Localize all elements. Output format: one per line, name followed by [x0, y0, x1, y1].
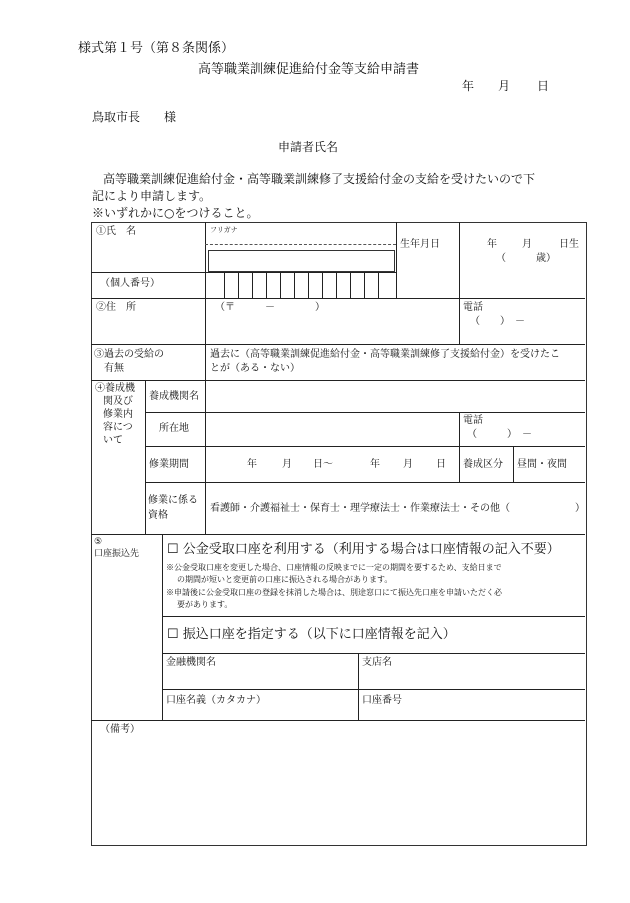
designated-account-option[interactable]: ☐ 振込口座を指定する（以下に口座情報を記入）	[167, 627, 456, 642]
qualification-options[interactable]: 看護師・介護福祉士・保育士・理学療法士・作業療法士・その他（	[210, 503, 510, 514]
birth-year-label: 年	[487, 239, 497, 250]
divider	[459, 298, 460, 344]
divider	[162, 616, 585, 617]
branch-name-input[interactable]	[361, 670, 582, 687]
period-label: 修業期間	[149, 459, 189, 470]
category-options[interactable]: 昼間・夜間	[517, 459, 567, 470]
period-start-year: 年	[247, 459, 257, 470]
period-end-year: 年	[370, 459, 380, 470]
bank-section-number: ⑤	[94, 537, 103, 547]
postal-code-label: （〒 － ）	[215, 302, 325, 313]
bank-name-label: 金融機関名	[166, 657, 216, 668]
divider	[205, 222, 206, 298]
divider	[91, 534, 585, 535]
institution-phone-label: 電話	[463, 415, 483, 426]
past-receipt-label-line2: 有無	[104, 363, 124, 374]
furigana-label: フリガナ	[210, 226, 238, 234]
divider	[145, 412, 585, 413]
phone-format: （ ） －	[470, 316, 525, 327]
individual-number-label: （個人番号）	[100, 278, 160, 289]
address-input[interactable]	[208, 316, 456, 342]
divider	[459, 412, 460, 482]
divider	[358, 653, 359, 720]
bank-name-input[interactable]	[165, 670, 355, 687]
period-end-day: 日	[436, 459, 446, 470]
public-account-option[interactable]: ☐ 公金受取口座を利用する（利用する場合は口座情報の記入不要）	[167, 542, 560, 557]
divider	[145, 482, 585, 483]
public-account-note1-line2: の期間が短いと変更前の口座に振込される場合があります。	[177, 575, 393, 584]
remarks-input[interactable]	[93, 740, 583, 842]
individual-number-input[interactable]	[210, 273, 394, 297]
divider	[205, 298, 206, 344]
divider	[162, 653, 585, 654]
divider	[513, 446, 514, 482]
form-number: 様式第１号（第８条関係）	[78, 41, 235, 56]
training-label-line2: 関及び	[103, 396, 133, 407]
qualification-close: ）	[575, 503, 585, 514]
intro-text-line1: 高等職業訓練促進給付金・高等職業訓練修了支援給付金の支給を受けたいので下	[103, 172, 536, 186]
account-number-label: 口座番号	[362, 695, 402, 706]
divider	[145, 380, 146, 534]
past-receipt-label-line1: ③過去の受給の	[94, 349, 164, 360]
public-account-note2-line2: 要があります。	[177, 600, 233, 609]
remarks-label: （備考）	[100, 724, 140, 735]
qualification-label-line1: 修業に係る	[148, 495, 198, 506]
name-label: ①氏 名	[96, 226, 136, 237]
date-year-label: 年	[462, 79, 475, 93]
divider	[145, 446, 585, 447]
public-account-note1-line1: ※公金受取口座を変更した場合、口座情報の反映までに一定の期間を要するため、支給日まで	[166, 563, 502, 572]
divider	[205, 380, 206, 534]
institution-name-input[interactable]	[208, 383, 582, 410]
birth-month-label: 月	[522, 239, 532, 250]
qualification-label-line2: 資格	[148, 510, 168, 521]
period-start-day: 日～	[313, 459, 333, 470]
public-account-note2-line1: ※申請後に公金受取口座の登録を抹消した場合は、別途窓口にて振込先口座を申請いただく必	[166, 588, 502, 597]
divider	[396, 222, 397, 298]
training-label-line1: ④養成機	[95, 383, 135, 394]
birth-day-label: 日生	[559, 239, 579, 250]
past-receipt-question-line2[interactable]: とが（ある・ない）	[210, 363, 300, 374]
bank-section-label: 口座振込先	[94, 549, 140, 559]
institution-phone-format: （ ） －	[467, 429, 532, 440]
divider	[162, 534, 163, 720]
date-day-label: 日	[537, 79, 550, 93]
category-label: 養成区分	[463, 459, 503, 470]
divider	[91, 720, 585, 721]
location-input[interactable]	[208, 415, 456, 444]
form-title: 高等職業訓練促進給付金等支給申請書	[198, 62, 420, 77]
divider	[91, 344, 585, 345]
divider	[459, 222, 460, 298]
training-label-line5: いて	[103, 435, 123, 446]
training-label-line4: 容につ	[103, 422, 133, 433]
past-receipt-question-line1: 過去に（高等職業訓練促進給付金・高等職業訓練修了支援給付金）を受けたこ	[210, 349, 560, 360]
period-start-month: 月	[282, 459, 292, 470]
branch-name-label: 支店名	[362, 657, 392, 668]
phone-label: 電話	[463, 302, 483, 313]
divider	[162, 689, 585, 690]
age-label: （ 歳）	[496, 253, 556, 264]
account-name-label: 口座名義（カタカナ）	[166, 695, 266, 706]
instruction-note: ※いずれかに○をつけること。	[92, 206, 259, 220]
intro-text-line2: 記により申請します。	[92, 189, 212, 203]
location-label: 所在地	[159, 423, 189, 434]
period-end-month: 月	[403, 459, 413, 470]
furigana-divider	[205, 244, 396, 245]
address-label: ②住 所	[96, 302, 136, 313]
date-month-label: 月	[498, 79, 511, 93]
training-label-line3: 修業内	[103, 409, 133, 420]
divider	[205, 344, 206, 380]
divider	[91, 298, 585, 299]
addressee: 鳥取市長 様	[92, 110, 177, 124]
birth-date-label: 生年月日	[400, 239, 440, 250]
institution-name-label: 養成機関名	[149, 391, 199, 402]
applicant-name-label: 申請者氏名	[278, 140, 339, 154]
name-input[interactable]	[208, 250, 395, 272]
divider	[91, 380, 585, 381]
